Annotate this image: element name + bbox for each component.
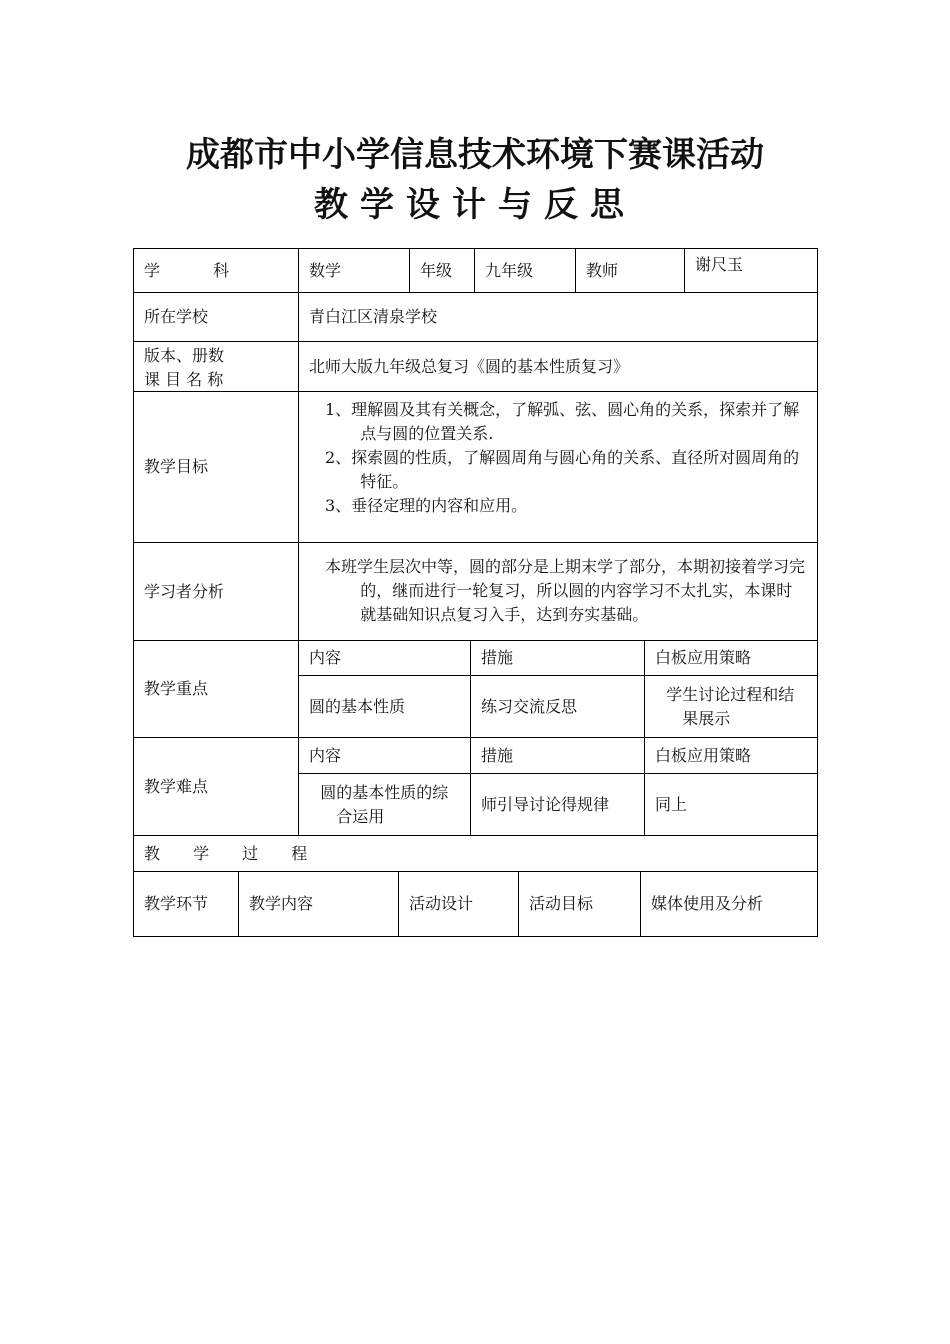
objective-item-3: 3、垂径定理的内容和应用。 <box>325 496 528 515</box>
edition-label-cell <box>133 341 298 391</box>
keypoints-header-strategy-cell <box>644 640 818 675</box>
difficulties-header-strategy-cell <box>644 737 818 773</box>
learner-text: 本班学生层次中等，圆的部分是上期末学了部分，本期初接着学习完的，继而进行一轮复习，所以圆的内容学习不太扎实，本课时就基础知识点复习入手，达到夯实基础。 <box>325 557 806 624</box>
difficulties-measure-cell <box>470 773 644 835</box>
objective-item-2: 2、探索圆的性质，了解圆周角与圆心角的关系、直径所对圆周角的特征。 <box>325 448 800 491</box>
difficulties-header-measure: 措施 <box>481 745 514 765</box>
process-col-stage: 教学环节 <box>144 894 209 913</box>
difficulties-header-content-cell <box>298 737 470 773</box>
objectives-label: 教学目标 <box>144 457 209 476</box>
process-col-activity-cell <box>398 871 518 937</box>
document-title: 成都市中小学信息技术环境下赛课活动 <box>186 135 764 175</box>
keypoints-content: 圆的基本性质 <box>309 696 406 716</box>
difficulties-content: 圆的基本性质的综合运用 <box>320 783 449 826</box>
grade-value: 九年级 <box>485 260 534 280</box>
process-col-goal-cell <box>518 871 640 937</box>
keypoints-label-cell <box>133 640 298 737</box>
objective-item-1: 1、理解圆及其有关概念，了解弧、弦、圆心角的关系，探索并了解点与圆的位置关系. <box>325 400 800 443</box>
difficulties-header-measure-cell <box>470 737 644 773</box>
school-label: 所在学校 <box>144 307 209 326</box>
process-col-stage-cell <box>133 871 238 937</box>
process-col-content: 教学内容 <box>249 894 314 913</box>
process-col-content-cell <box>238 871 398 937</box>
school-value-cell <box>298 292 818 341</box>
school-value: 青白江区清泉学校 <box>309 307 438 326</box>
grade-value-cell <box>474 248 575 292</box>
edition-value: 北师大版九年级总复习《圆的基本性质复习》 <box>309 356 630 376</box>
process-label: 教 学 过 程 <box>144 843 322 863</box>
keypoints-strategy: 学生讨论过程和结果展示 <box>666 685 795 728</box>
edition-value-cell <box>298 341 818 391</box>
keypoints-label: 教学重点 <box>144 679 209 698</box>
difficulties-content-cell <box>298 773 470 835</box>
keypoints-header-content-cell <box>298 640 470 675</box>
difficulties-label-cell <box>133 737 298 835</box>
school-label-cell <box>133 292 298 341</box>
keypoints-content-cell <box>298 675 470 737</box>
difficulties-header-content: 内容 <box>309 745 342 765</box>
keypoints-header-strategy: 白板应用策略 <box>655 648 752 667</box>
objectives-label-cell <box>133 391 298 542</box>
keypoints-strategy-cell <box>644 675 818 737</box>
difficulties-strategy-cell <box>644 773 818 835</box>
grade-label: 年级 <box>420 260 453 280</box>
edition-label-line2: 课 目 名 称 <box>144 370 224 389</box>
teacher-label: 教师 <box>586 260 619 280</box>
difficulties-measure: 师引导讨论得规律 <box>481 794 610 814</box>
teacher-value: 谢尺玉 <box>695 255 744 274</box>
document-subtitle: 教学设计与反思 <box>314 185 636 225</box>
teacher-label-cell <box>575 248 684 292</box>
teacher-value-cell <box>684 248 818 292</box>
edition-label-line1: 版本、册数 <box>144 346 225 365</box>
keypoints-header-content: 内容 <box>309 648 342 667</box>
process-col-media: 媒体使用及分析 <box>651 894 764 913</box>
learner-content-cell <box>298 542 818 640</box>
subject-value-cell <box>298 248 409 292</box>
process-col-activity: 活动设计 <box>409 894 474 913</box>
difficulties-label: 教学难点 <box>144 776 209 796</box>
difficulties-strategy: 同上 <box>655 794 688 814</box>
process-col-goal: 活动目标 <box>529 894 594 913</box>
keypoints-measure: 练习交流反思 <box>481 696 578 716</box>
keypoints-measure-cell <box>470 675 644 737</box>
subject-label: 学 科 <box>144 260 254 280</box>
process-col-media-cell <box>640 871 818 937</box>
learner-label-cell <box>133 542 298 640</box>
subject-value: 数学 <box>309 260 342 280</box>
keypoints-header-measure-cell <box>470 640 644 675</box>
grade-label-cell <box>409 248 474 292</box>
keypoints-header-measure: 措施 <box>481 648 514 667</box>
objectives-content-cell <box>298 391 818 542</box>
difficulties-header-strategy: 白板应用策略 <box>655 745 752 765</box>
subject-label-cell <box>133 248 298 292</box>
process-label-cell <box>133 835 818 871</box>
learner-label: 学习者分析 <box>144 581 225 601</box>
